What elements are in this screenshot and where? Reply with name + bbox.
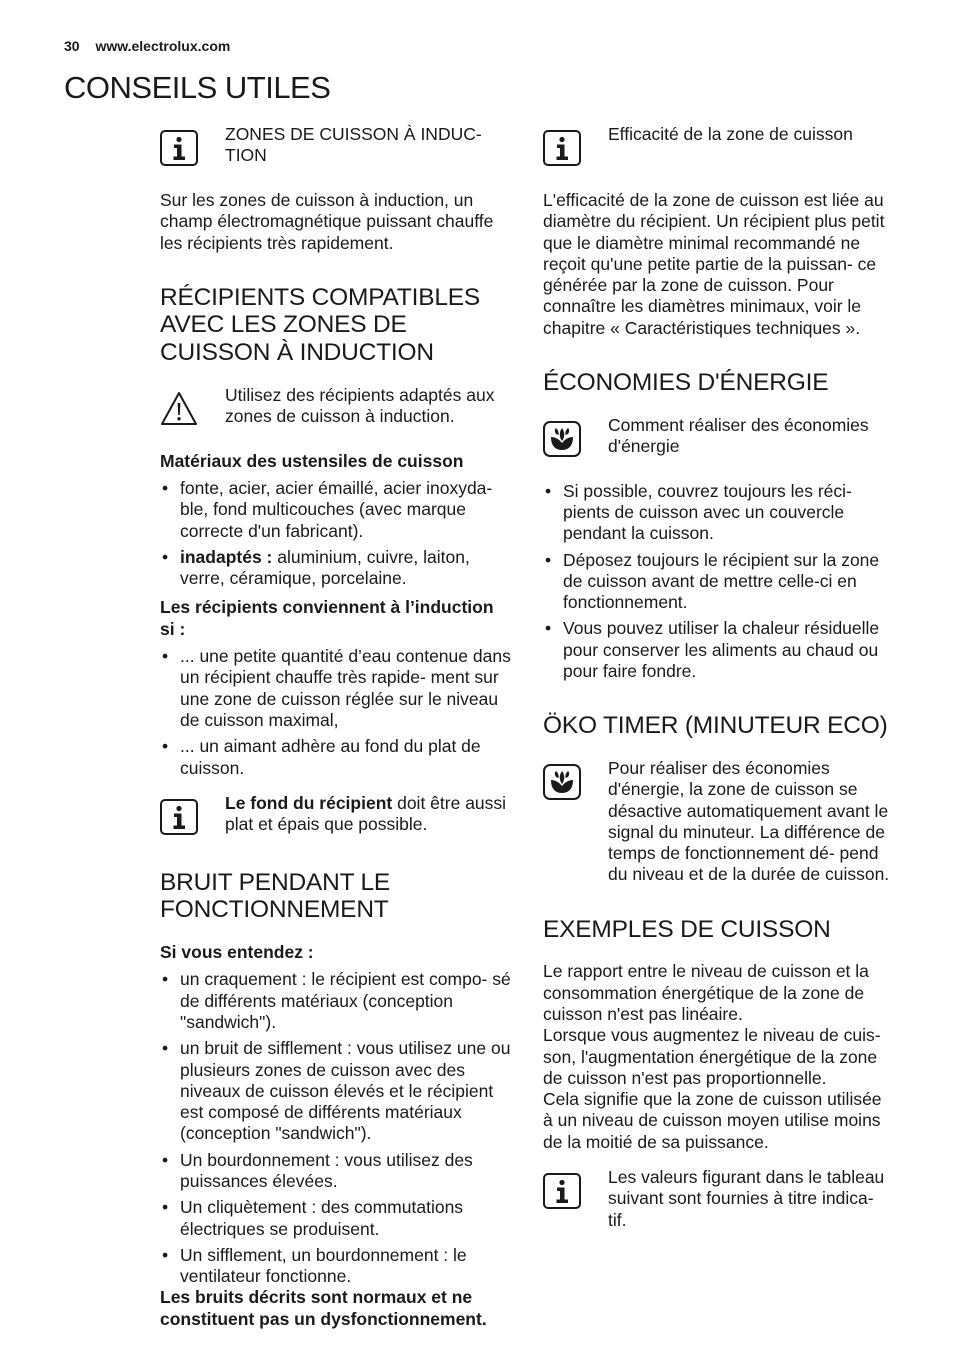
heading-cooking-examples: EXEMPLES DE CUISSON <box>543 915 831 943</box>
heading-compatible-recipients: RÉCIPIENTS COMPATIBLES AVEC LES ZONES DE CUISSON À INDUCTION <box>160 283 481 367</box>
page-title: CONSEILS UTILES <box>64 70 331 105</box>
unsuitable-label: inadaptés : <box>180 546 273 567</box>
heading-noise: BRUIT PENDANT LE FONCTIONNEMENT <box>160 868 391 924</box>
list-item: • Un bourdonnement : vous utilisez des puissances élevées. <box>160 1150 512 1193</box>
list-item: • Vous pouvez utiliser la chaleur résiduelle pour conserver les aliments au chaud ou pour faire fondre. <box>543 618 895 682</box>
unsuitable-text: aluminium, cuivre, laiton, verre, céramique, porcelaine. <box>180 546 470 589</box>
list-item: • un bruit de sifflement : vous utilisez une ou plusieurs zones de cuisson avec des niveaux de cuisson élevés et le récipient est composé de différents matériaux (conception "sandwich"). <box>160 1038 512 1144</box>
list-item: • Un sifflement, un bourdonnement : le ventilateur fonctionne. <box>160 1245 512 1288</box>
energy-list <box>543 481 895 683</box>
materials-list <box>160 478 512 589</box>
induction-intro: Sur les zones de cuisson à induction, un champ électromagnétique puissant chauffe les récipients très rapidement. <box>160 190 494 253</box>
examples-paragraph-1: Le rapport entre le niveau de cuisson et la consommation énergétique de la zone de cuisson n'est pas linéaire. <box>543 961 869 1024</box>
note-induction <box>160 124 512 170</box>
heading-energy: ÉCONOMIES D'ÉNERGIE <box>543 369 829 397</box>
eco-leaf-icon <box>543 421 581 457</box>
examples-note-text: Les valeurs figurant dans le tableau suivant sont fournies à titre indica- tif. <box>608 1166 885 1230</box>
info-icon <box>543 1173 581 1209</box>
warning-icon <box>160 391 198 427</box>
note-recipient-base-text <box>225 793 512 836</box>
note-rest: doit être aussi plat et épais que possible. <box>225 792 507 835</box>
note-bold: Le fond du récipient <box>225 792 393 813</box>
noise-heading: Si vous entendez : <box>160 942 314 963</box>
page-number: 30 <box>64 38 80 54</box>
list-item: • Déposez toujours le récipient sur la zone de cuisson avant de mettre celle-ci en fonctionnement. <box>543 550 895 614</box>
energy-note <box>543 415 895 461</box>
oko-note <box>543 758 895 886</box>
materials-item-unsuitable <box>160 547 512 590</box>
info-icon <box>543 130 581 166</box>
list-item: • Si possible, couvrez toujours les réci- pients de cuisson avec un couvercle pendant la cuisson. <box>543 481 895 545</box>
examples-paragraph-2: Lorsque vous augmentez le niveau de cuis- son, l'augmentation énergétique de la zone de cuisson n'est pas proportionnelle. <box>543 1025 881 1088</box>
info-icon <box>160 130 198 166</box>
warning-text: Utilisez des récipients adaptés aux zones de cuisson à induction. <box>225 384 495 426</box>
energy-note-text: Comment réaliser des économies d'énergie <box>608 414 869 456</box>
note-induction-text: ZONES DE CUISSON À INDUC- TION <box>225 124 482 166</box>
website-url: www.electrolux.com <box>95 38 231 54</box>
materials-item-suitable: • fonte, acier, acier émaillé, acier inoxyda- ble, fond multicouches (avec marque correcte d'un fabricant). <box>160 478 512 542</box>
list-item: • un craquement : le récipient est compo- sé de différents matériaux (conception "sandwich"). <box>160 969 512 1033</box>
info-icon <box>160 799 198 835</box>
noise-conclusion: Les bruits décrits sont normaux et ne constituent pas un dysfonctionnement. <box>160 1287 487 1329</box>
page-header <box>64 38 230 54</box>
right-column <box>543 124 895 1251</box>
examples-paragraph-3: Cela signifie que la zone de cuisson utilisée à un niveau de cuisson moyen utilise moins de la moitié de sa puissance. <box>543 1089 882 1152</box>
suitable-heading: Les récipients conviennent à l’induction si : <box>160 597 494 639</box>
list-item: • ... une petite quantité d’eau contenue dans un récipient chauffe très rapide- ment sur une zone de cuisson réglée sur le niveau de cuisson maximal, <box>160 646 512 731</box>
examples-note <box>543 1167 895 1231</box>
warning-note <box>160 385 512 431</box>
note-efficiency-text: Efficacité de la zone de cuisson <box>608 124 853 144</box>
note-efficiency <box>543 124 895 170</box>
suitable-list <box>160 646 512 779</box>
materials-heading: Matériaux des ustensiles de cuisson <box>160 450 464 471</box>
left-column <box>160 124 512 1330</box>
list-item: • Un cliquètement : des commutations électriques se produisent. <box>160 1197 512 1240</box>
list-item: • ... un aimant adhère au fond du plat de cuisson. <box>160 736 512 779</box>
efficiency-text: L'efficacité de la zone de cuisson est liée au diamètre du récipient. Un récipient plus petit que le diamètre minimal recommandé ne reçoit qu'une petite partie de la puissan- ce générée par la zone de cuisson. Pour connaître les diamètres minimaux, voir le chapitre « Caractéristiques techniques ». <box>543 190 885 338</box>
eco-leaf-icon <box>543 764 581 800</box>
oko-note-text: Pour réaliser des économies d'énergie, la zone de cuisson se désactive automatiquement avant le signal du minuteur. La différence de temps de fonctionnement dé- pend du niveau et de la durée de cuisson. <box>608 757 890 885</box>
heading-oko-timer: ÖKO TIMER (MINUTEUR ECO) <box>543 712 888 740</box>
note-recipient-base <box>160 793 512 839</box>
noise-list <box>160 969 512 1287</box>
